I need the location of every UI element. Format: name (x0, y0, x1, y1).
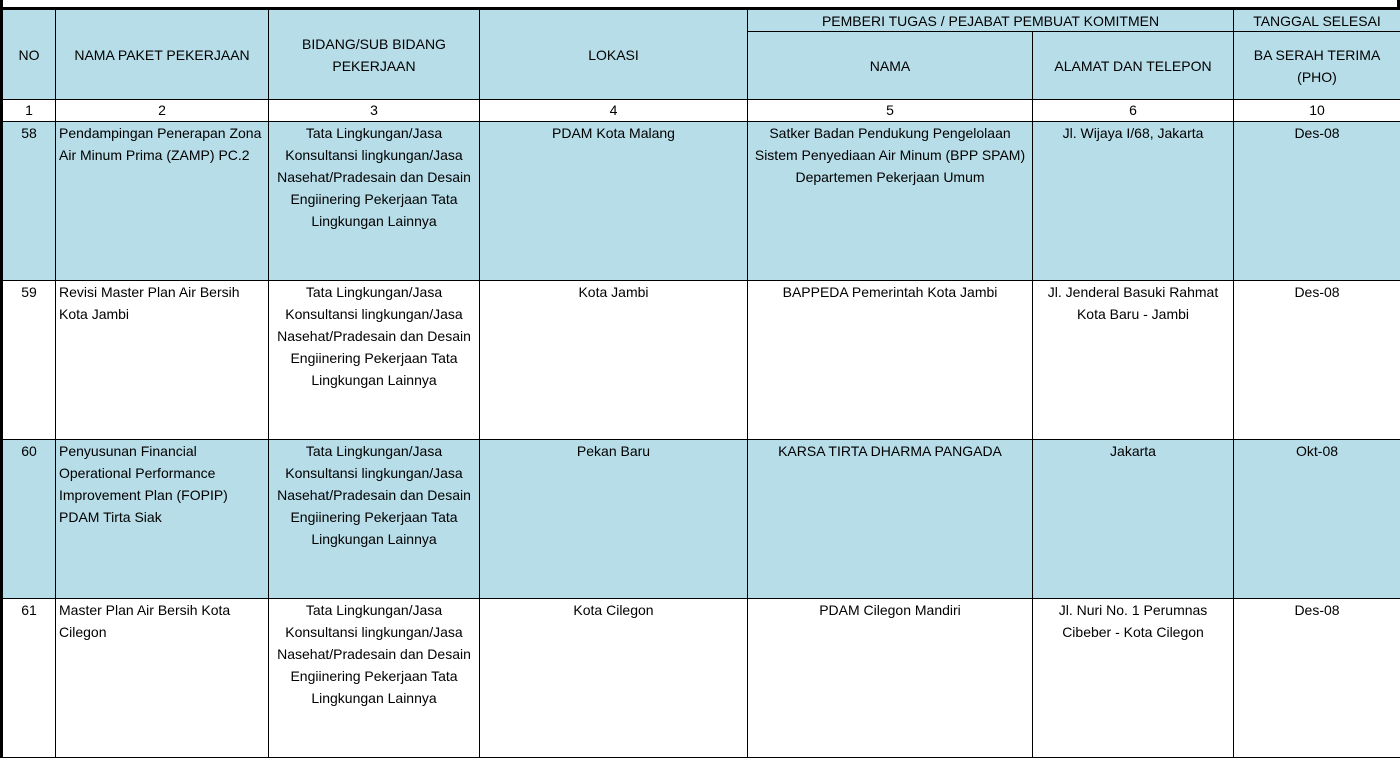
cell-no[interactable]: 60 (2, 440, 56, 599)
cell-alamat[interactable]: Jl. Wijaya I/68, Jakarta (1033, 122, 1234, 281)
cell-no[interactable]: 59 (2, 281, 56, 440)
cell-no[interactable]: 61 (2, 599, 56, 758)
cell-bidang[interactable]: Tata Lingkungan/Jasa Konsultansi lingkungan/Jasa Nasehat/Pradesain dan Desain Engiinering Pekerjaan Tata Lingkungan Lainnya (269, 440, 480, 599)
cell-lokasi[interactable]: Pekan Baru (480, 440, 748, 599)
cell-tanggal[interactable]: Des-08 (1234, 281, 1400, 440)
column-number[interactable]: 5 (748, 100, 1033, 122)
cell-bidang[interactable]: Tata Lingkungan/Jasa Konsultansi lingkungan/Jasa Nasehat/Pradesain dan Desain Engiinering Pekerjaan Tata Lingkungan Lainnya (269, 281, 480, 440)
table-row (2, 122, 1400, 281)
cell-nama-paket[interactable]: Master Plan Air Bersih Kota Cilegon (56, 599, 269, 758)
column-number[interactable]: 1 (2, 100, 56, 122)
column-number[interactable]: 4 (480, 100, 748, 122)
cell-nama-paket[interactable]: Pendampingan Penerapan Zona Air Minum Prima (ZAMP) PC.2 (56, 122, 269, 281)
column-number[interactable]: 2 (56, 100, 269, 122)
cell-nama-paket[interactable]: Revisi Master Plan Air Bersih Kota Jambi (56, 281, 269, 440)
cell-alamat[interactable]: Jl. Jenderal Basuki Rahmat Kota Baru - Jambi (1033, 281, 1234, 440)
header-pemberi-tugas[interactable]: PEMBERI TUGAS / PEJABAT PEMBUAT KOMITMEN (748, 10, 1234, 32)
cell-alamat[interactable]: Jakarta (1033, 440, 1234, 599)
cell-lokasi[interactable]: Kota Jambi (480, 281, 748, 440)
cell-tanggal[interactable]: Des-08 (1234, 122, 1400, 281)
cell-nama[interactable]: Satker Badan Pendukung Pengelolaan Sistem Penyediaan Air Minum (BPP SPAM) Departemen Pekerjaan Umum (748, 122, 1033, 281)
project-table (0, 9, 1400, 758)
cell-bidang[interactable]: Tata Lingkungan/Jasa Konsultansi lingkungan/Jasa Nasehat/Pradesain dan Desain Engiinering Pekerjaan Tata Lingkungan Lainnya (269, 599, 480, 758)
cell-tanggal[interactable]: Okt-08 (1234, 440, 1400, 599)
table-row (2, 599, 1400, 758)
cell-alamat[interactable]: Jl. Nuri No. 1 Perumnas Cibeber - Kota Cilegon (1033, 599, 1234, 758)
column-number[interactable]: 3 (269, 100, 480, 122)
cell-nama[interactable]: BAPPEDA Pemerintah Kota Jambi (748, 281, 1033, 440)
cell-no[interactable]: 58 (2, 122, 56, 281)
header-alamat[interactable]: ALAMAT DAN TELEPON (1033, 32, 1234, 100)
cell-nama[interactable]: KARSA TIRTA DHARMA PANGADA (748, 440, 1033, 599)
cell-nama-paket[interactable]: Penyusunan Financial Operational Performance Improvement Plan (FOPIP) PDAM Tirta Siak (56, 440, 269, 599)
header-nama-paket[interactable]: NAMA PAKET PEKERJAAN (56, 10, 269, 100)
table-row (2, 281, 1400, 440)
column-number[interactable]: 10 (1234, 100, 1400, 122)
cell-lokasi[interactable]: Kota Cilegon (480, 599, 748, 758)
header-ba-serah-terima[interactable]: BA SERAH TERIMA (PHO) (1234, 32, 1400, 100)
header-bidang[interactable]: BIDANG/SUB BIDANG PEKERJAAN (269, 10, 480, 100)
column-number-row (2, 100, 1400, 122)
cell-nama[interactable]: PDAM Cilegon Mandiri (748, 599, 1033, 758)
cell-bidang[interactable]: Tata Lingkungan/Jasa Konsultansi lingkungan/Jasa Nasehat/Pradesain dan Desain Engiinering Pekerjaan Tata Lingkungan Lainnya (269, 122, 480, 281)
cell-tanggal[interactable]: Des-08 (1234, 599, 1400, 758)
header-no[interactable]: NO (2, 10, 56, 100)
header-lokasi[interactable]: LOKASI (480, 10, 748, 100)
table-row (2, 440, 1400, 599)
header-nama[interactable]: NAMA (748, 32, 1033, 100)
column-number[interactable]: 6 (1033, 100, 1234, 122)
header-tanggal-selesai[interactable]: TANGGAL SELESAI (1234, 10, 1400, 32)
cell-lokasi[interactable]: PDAM Kota Malang (480, 122, 748, 281)
